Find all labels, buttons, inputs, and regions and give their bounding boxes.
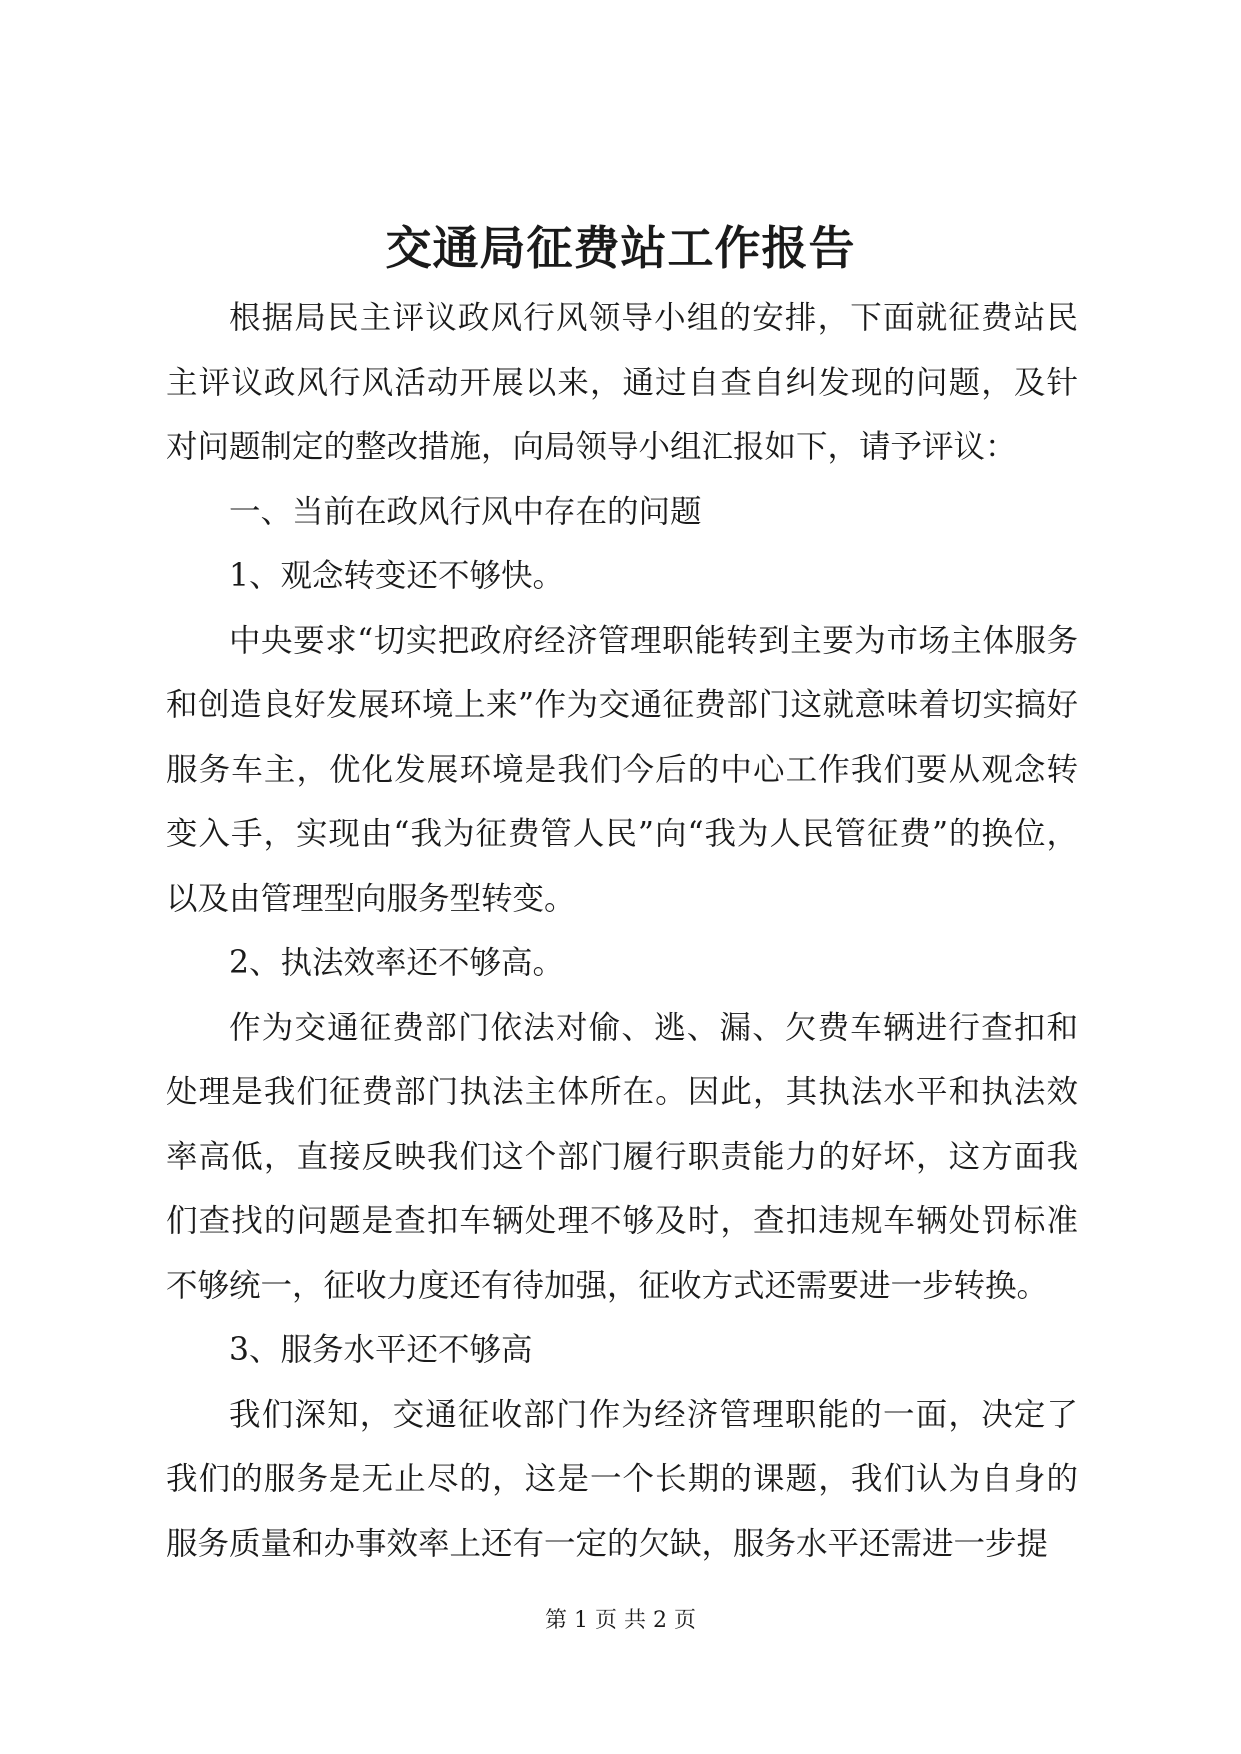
document-body	[166, 286, 1078, 1576]
paragraph-efficiency: 作为交通征费部门依法对偷、逃、漏、欠费车辆进行查扣和处理是我们征费部门执法主体所在。因此，其执法水平和执法效率高低，直接反映我们这个部门履行职责能力的好坏，这方面我们查找的问题是查扣车辆处理不够及时，查扣违规车辆处罚标准不够统一，征收力度还有待加强，征收方式还需要进一步转换。	[166, 1009, 1078, 1304]
subheading-service: 3、服务水平还不够高	[229, 1332, 533, 1368]
paragraph-concept: 中央要求“切实把政府经济管理职能转到主要为市场主体服务和创造良好发展环境上来”作为交通征费部门这就意味着切实搞好服务车主，优化发展环境是我们今后的中心工作我们要从观念转变入手，实现由“我为征费管人民”向“我为人民管征费”的换位，以及由管理型向服务型转变。	[166, 622, 1078, 917]
subheading-concept: 1、观念转变还不够快。	[229, 558, 565, 594]
document-title: 交通局征费站工作报告	[385, 221, 856, 275]
paragraph-intro: 根据局民主评议政风行风领导小组的安排，下面就征费站民主评议政风行风活动开展以来，通过自查自纠发现的问题，及针对问题制定的整改措施，向局领导小组汇报如下，请予评议：	[166, 300, 1078, 465]
page-number: 第 1 页 共 2 页	[545, 1608, 696, 1633]
section-heading-problems: 一、当前在政风行风中存在的问题	[229, 493, 702, 530]
paragraph-service: 我们深知，交通征收部门作为经济管理职能的一面，决定了我们的服务是无止尽的，这是一个长期的课题，我们认为自身的服务质量和办事效率上还有一定的欠缺，服务水平还需进一步提	[166, 1396, 1078, 1562]
subheading-efficiency: 2、执法效率还不够高。	[229, 945, 565, 981]
page-footer	[0, 1606, 1241, 1636]
